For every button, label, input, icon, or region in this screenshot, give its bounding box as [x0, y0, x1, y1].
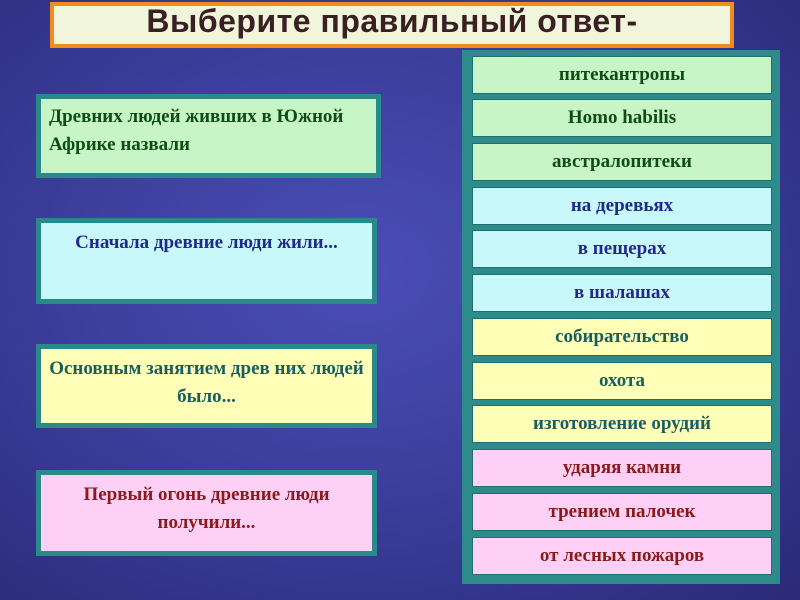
question-4: Первый огонь древние люди получили...	[36, 470, 377, 556]
answer-option[interactable]: ударяя камни	[472, 449, 772, 487]
title-box	[50, 2, 734, 48]
question-2: Сначала древние люди жили...	[36, 218, 377, 304]
answer-option[interactable]: австралопитеки	[472, 143, 772, 181]
answer-option[interactable]: от лесных пожаров	[472, 537, 772, 575]
answer-option[interactable]: в шалашах	[472, 274, 772, 312]
answer-option[interactable]: питекантропы	[472, 56, 772, 94]
answer-option[interactable]: в пещерах	[472, 230, 772, 268]
answer-option[interactable]: на деревьях	[472, 187, 772, 225]
answer-option[interactable]: изготовление орудий	[472, 405, 772, 443]
answer-option[interactable]: собирательство	[472, 318, 772, 356]
page-title: Выберите правильный ответ-	[146, 2, 638, 39]
question-3: Основным занятием древ них людей было...	[36, 344, 377, 428]
answer-option[interactable]: Homo habilis	[472, 99, 772, 137]
question-1: Древних людей живших в Южной Африке назвали	[36, 94, 381, 178]
answer-option[interactable]: охота	[472, 362, 772, 400]
answer-option[interactable]: трением палочек	[472, 493, 772, 531]
